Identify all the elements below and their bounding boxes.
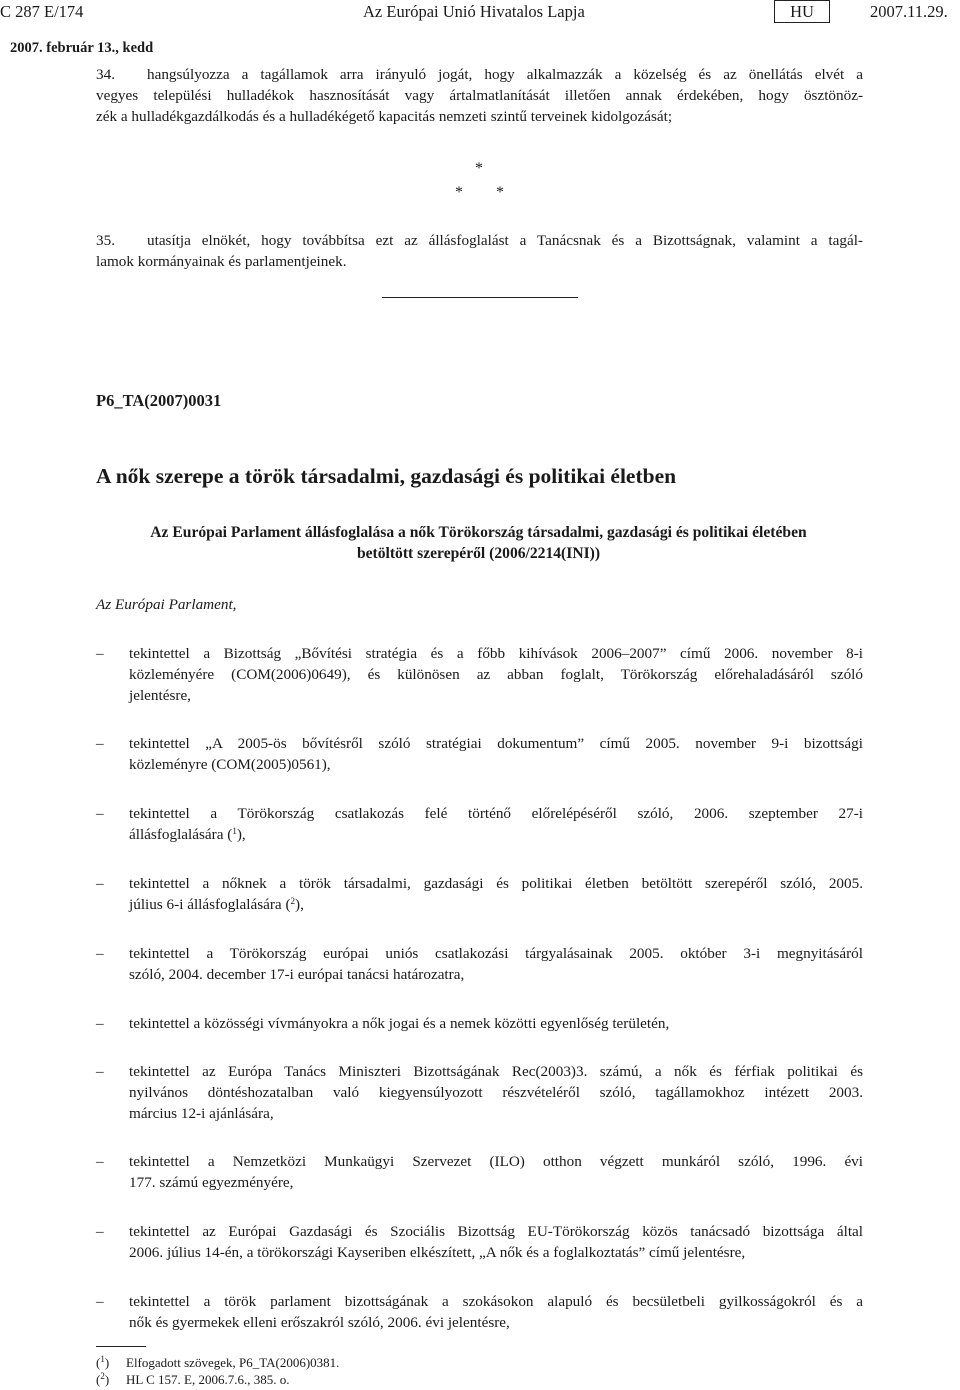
bullet-2-line-1: tekintettel „A 2005-ös bővítésről szóló stratégiai dokumentum” című 2005. november 9-i bizottsági <box>129 735 863 752</box>
paragraph-34-line-2: vegyes települési hulladékok hasznosítását vagy ártalmatlanítását illetően annak érdekében, hogy ösztönöz- <box>96 87 863 104</box>
bullet-5-line-2: szóló, 2004. december 17-i európai tanácsi határozatra, <box>129 966 465 983</box>
footnote-2-open: ( <box>96 1372 101 1387</box>
footnote-1-close: ) <box>104 1355 110 1370</box>
footnote-1-open: ( <box>96 1355 101 1370</box>
page-reference: C 287 E/174 <box>0 2 84 21</box>
bullet-7-line-3: március 12-i ajánlására, <box>129 1105 274 1122</box>
bullet-3-close: ), <box>236 826 246 843</box>
bullet-2-line-2: közleményre (COM(2005)0561), <box>129 756 331 773</box>
journal-title: Az Európai Unió Hivatalos Lapja <box>363 2 585 21</box>
bullet-4-line-1: tekintettel a nőknek a török társadalmi, gazdasági és politikai életben betöltött szerepéről szóló, 2005. <box>129 875 863 892</box>
footnote-2-number: 2 <box>100 1371 105 1381</box>
footnote-ref-2[interactable]: 2 <box>290 896 296 906</box>
document-title: A nők szerepe a török társadalmi, gazdasági és politikai életben <box>96 464 677 488</box>
bullet-10-line-2: nők és gyermekek elleni erőszakról szóló, 2006. évi jelentésre, <box>129 1314 510 1331</box>
bullet-dash: – <box>96 945 104 962</box>
bullet-5-line-1: tekintettel a Törökország európai uniós csatlakozási tárgyalásainak 2005. október 3-i megnyitásáról <box>129 945 863 962</box>
paragraph-35-line-2: lamok kormányainak és parlamentjeinek. <box>96 253 347 270</box>
bullet-9-line-2: 2006. július 14-én, a törökországi Kayseriben elkészített, „A nők és a foglalkoztatás” című jelentésre, <box>129 1244 746 1261</box>
bullet-4-line-2 <box>129 896 304 914</box>
bullet-dash: – <box>96 805 104 822</box>
bullet-7-line-1: tekintettel az Európa Tanács Miniszteri Bizottságának Rec(2003)3. számú, a nők és férfiak politikai és <box>129 1063 863 1080</box>
bullet-3-line-1: tekintettel a Törökország csatlakozás felé történő előrelépéséről szóló, 2006. szeptember 27-i <box>129 805 863 822</box>
document-id: P6_TA(2007)0031 <box>96 391 222 410</box>
bullet-1-line-3: jelentésre, <box>129 687 191 704</box>
bullet-dash: – <box>96 1293 104 1310</box>
bullet-dash: – <box>96 735 104 752</box>
bullet-1-line-2: közleményére (COM(2006)0649), és különösen az abban foglalt, Törökország előrehaladásáról szóló <box>129 666 863 683</box>
separator-star-top: * <box>475 160 483 177</box>
paragraph-34-line-3: zék a hulladékgazdálkodás és a hulladékégető kapacitás nemzeti szintű terveinek kidolgozását; <box>96 108 673 125</box>
publication-date: 2007.11.29. <box>870 2 948 21</box>
document-subtitle-line-2: betöltött szerepéről (2006/2214(INI)) <box>356 545 601 562</box>
footnote-1 <box>96 1355 109 1371</box>
bullet-dash: – <box>96 1063 104 1080</box>
footnote-2 <box>96 1372 109 1388</box>
paragraph-35-line-1: utasítja elnökét, hogy továbbítsa ezt az állásfoglalást a Tanácsnak és a Bizottságnak, valamint a tagál- <box>147 232 863 249</box>
bullet-10-line-1: tekintettel a török parlament bizottságának a szokásokon alapuló és becsületbeli gyilkosságokról és a <box>129 1293 863 1310</box>
footnote-1-number: 1 <box>100 1354 105 1364</box>
language-code: HU <box>790 2 814 21</box>
footnote-2-close: ) <box>104 1372 110 1387</box>
document-subtitle-line-1: Az Európai Parlament állásfoglalása a nők Törökország társadalmi, gazdasági és politikai életében <box>150 524 807 541</box>
separator-star-left: * <box>455 184 463 201</box>
bullet-7-line-2: nyilvános döntéshozatalban való kiegyensúlyozott részvételéről szóló, tagállamokhoz intézett 2003. <box>129 1084 863 1101</box>
bullet-6-line-1: tekintettel a közösségi vívmányokra a nők jogai és a nemek közötti egyenlőség területén, <box>129 1015 670 1032</box>
footnote-1-text: Elfogadott szövegek, P6_TA(2006)0381. <box>126 1355 340 1370</box>
section-divider <box>382 297 578 298</box>
bullet-4-close: ), <box>295 896 304 913</box>
bullet-9-line-1: tekintettel az Európai Gazdasági és Szociális Bizottság EU-Törökország közös tanácsadó bizottsága által <box>129 1223 863 1240</box>
footnote-divider <box>96 1346 146 1347</box>
paragraph-35-number: 35. <box>96 232 115 249</box>
separator-star-right: * <box>496 184 504 201</box>
bullet-dash: – <box>96 645 104 662</box>
footnote-2-text: HL C 157. E, 2006.7.6., 385. o. <box>126 1372 290 1387</box>
bullet-1-line-1: tekintettel a Bizottság „Bővítési stratégia és a főbb kihívások 2006–2007” című 2006. november 8-i <box>129 645 863 662</box>
bullet-8-line-2: 177. számú egyezményére, <box>129 1174 294 1191</box>
bullet-3-text: állásfoglalására ( <box>129 826 233 843</box>
bullet-dash: – <box>96 1015 104 1032</box>
bullet-4-text: július 6-i állásfoglalására ( <box>129 896 291 913</box>
bullet-dash: – <box>96 1153 104 1170</box>
sitting-date: 2007. február 13., kedd <box>10 40 154 56</box>
footnote-ref-1[interactable]: 1 <box>232 826 237 836</box>
bullet-dash: – <box>96 1223 104 1240</box>
bullet-8-line-1: tekintettel a Nemzetközi Munkaügyi Szervezet (ILO) otthon végzett munkáról szóló, 1996. évi <box>129 1153 863 1170</box>
bullet-3-line-2 <box>129 826 246 844</box>
bullet-dash: – <box>96 875 104 892</box>
intro-text: Az Európai Parlament, <box>96 596 237 613</box>
paragraph-34-number: 34. <box>96 66 115 83</box>
paragraph-34-line-1: hangsúlyozza a tagállamok arra irányuló jogát, hogy alkalmazzák a közelség és az önellátás elvét a <box>147 66 863 83</box>
